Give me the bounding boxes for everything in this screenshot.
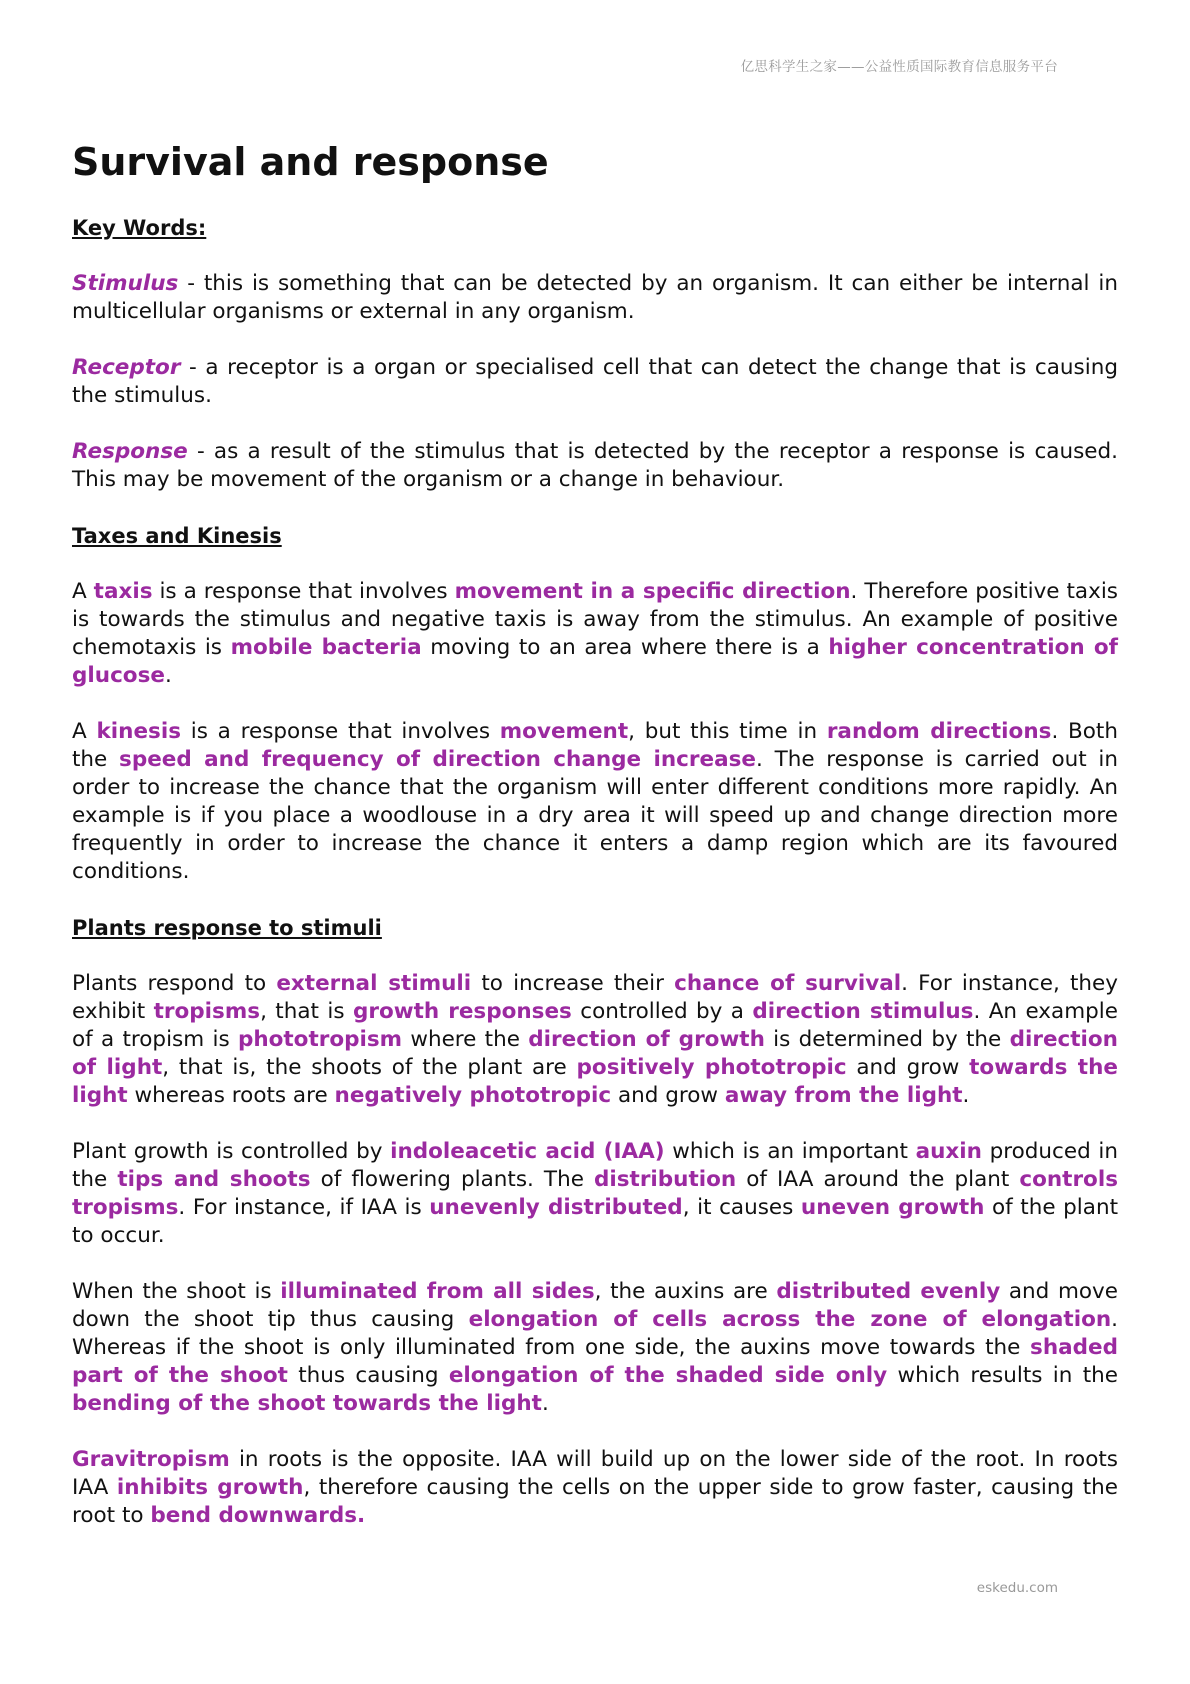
paragraph-text: Plant growth is controlled by [72,1138,391,1164]
page-title: Survival and response [72,140,549,184]
paragraph-text: . Whereas if the shoot is only illuminated from one side, the auxins move towards the [72,1306,1119,1360]
taxis-paragraph [72,578,1118,690]
paragraph-text: When the shoot is [72,1278,281,1304]
highlighted-term: illuminated from all sides [280,1278,595,1304]
paragraph-text: , but this time in [628,718,827,744]
paragraph-text: moving to an area where there is a [421,634,829,660]
paragraph-text: and grow [846,1054,970,1080]
paragraph-text: , that is, the shoots of the plant are [162,1054,577,1080]
highlighted-term: speed and frequency of direction change increase [119,746,756,772]
paragraph-text: . [164,662,172,688]
highlighted-term: mobile bacteria [230,634,422,660]
paragraph-text: , the auxins are [594,1278,777,1304]
paragraph-text: A [72,578,94,604]
highlighted-term: chance of survival [674,970,902,996]
paragraph-text: and grow [611,1082,725,1108]
highlighted-term: elongation of cells across the zone of elongation [468,1306,1112,1332]
paragraph-text: of IAA around the plant [736,1166,1020,1192]
paragraph-text: is a response that involves [152,578,455,604]
term-stimulus: Stimulus [72,270,179,296]
paragraph-text: of flowering plants. The [310,1166,594,1192]
highlighted-term: indoleacetic acid (IAA) [390,1138,665,1164]
paragraph-text: , it causes [682,1194,801,1220]
highlighted-term: elongation of the shaded side only [448,1362,888,1388]
paragraph-text: thus causing [287,1362,449,1388]
paragraph-text: . [541,1390,549,1416]
highlighted-term: phototropism [237,1026,403,1052]
shoot-illumination-paragraph [72,1278,1118,1418]
highlighted-term: direction stimulus [752,998,974,1024]
highlighted-term: external stimuli [276,970,472,996]
term-response: Response [72,438,188,464]
paragraph-text: in roots is the opposite. IAA will build up on the lower side of the root. In roots IAA [72,1446,1118,1500]
paragraph-text: and move down the shoot tip thus causing [72,1278,1118,1332]
highlighted-term: away from the light [724,1082,963,1108]
kinesis-paragraph [72,718,1118,886]
page-footer: eskedu.com [976,1580,1058,1596]
highlighted-term: towards the light [72,1054,1118,1108]
highlighted-term: uneven growth [800,1194,985,1220]
term-receptor: Receptor [72,354,181,380]
highlighted-term: tropisms [153,998,261,1024]
highlighted-term: direction of light [72,1026,1118,1080]
definition-text: - as a result of the stimulus that is detected by the receptor a response is caused. This may be movement of the organism or a change in behaviour. [72,438,1118,492]
highlighted-term: growth responses [352,998,572,1024]
paragraph-text: is determined by the [764,1026,1010,1052]
highlighted-term: movement in a specific direction [454,578,851,604]
paragraph-text: of the plant to occur. [72,1194,1118,1248]
paragraph-text: . For instance, they exhibit [72,970,1118,1024]
highlighted-term: controls tropisms [72,1166,1118,1220]
highlighted-term: Gravitropism [72,1446,230,1472]
paragraph-text: . For instance, if IAA is [178,1194,430,1220]
highlighted-term: bend downwards. [150,1502,366,1528]
highlighted-term: shaded part of the shoot [72,1334,1118,1388]
paragraph-text: which results in the [887,1362,1118,1388]
paragraph-text: . An example of a tropism is [72,998,1118,1052]
document-body [72,140,1118,1558]
tropism-paragraph [72,970,1118,1110]
highlighted-term: tips and shoots [117,1166,311,1192]
key-words-heading: Key Words: [72,215,207,240]
paragraph-text: A [72,718,97,744]
paragraph-text: where the [402,1026,529,1052]
definition-response [72,438,1118,494]
taxes-heading: Taxes and Kinesis [72,523,282,548]
paragraph-text: . Both the [72,718,1118,772]
highlighted-term: inhibits growth [116,1474,304,1500]
highlighted-term: negatively phototropic [334,1082,612,1108]
definition-receptor [72,354,1118,410]
highlighted-term: positively phototropic [576,1054,847,1080]
paragraph-text: whereas roots are [127,1082,335,1108]
plants-heading: Plants response to stimuli [72,915,382,940]
paragraph-text: . Therefore positive taxis is towards the stimulus and negative taxis is away from the stimulus. An example of positive chemotaxis is [72,578,1118,660]
highlighted-term: direction of growth [528,1026,765,1052]
paragraph-text: is a response that involves [181,718,500,744]
definition-text: - a receptor is a organ or specialised cell that can detect the change that is causing the stimulus. [72,354,1118,408]
definition-text: - this is something that can be detected by an organism. It can either be internal in multicellular organisms or external in any organism. [72,270,1118,324]
highlighted-term: auxin [915,1138,982,1164]
paragraph-text: controlled by a [571,998,753,1024]
definition-stimulus [72,270,1118,326]
highlighted-term: distributed evenly [776,1278,1001,1304]
highlighted-term: taxis [93,578,153,604]
gravitropism-paragraph [72,1446,1118,1530]
paragraph-text: . [962,1082,970,1108]
paragraph-text: produced in the [72,1138,1118,1192]
page-header: 亿思科学生之家——公益性质国际教育信息服务平台 [740,59,1058,75]
highlighted-term: higher concentration of glucose [72,634,1119,688]
highlighted-term: distribution [593,1166,737,1192]
paragraph-text: which is an important [664,1138,916,1164]
paragraph-text: to increase their [471,970,675,996]
highlighted-term: movement [499,718,629,744]
paragraph-text: . The response is carried out in order to increase the chance that the organism will enter different conditions more rapidly. An example is if you place a woodlouse in a dry area it will speed up and change direction more frequently in order to increase the chance it enters a damp region which are its favoured conditions. [72,746,1118,884]
highlighted-term: kinesis [96,718,181,744]
paragraph-text: , that is [260,998,353,1024]
highlighted-term: bending of the shoot towards the light [72,1390,542,1416]
highlighted-term: unevenly distributed [429,1194,683,1220]
highlighted-term: random directions [826,718,1052,744]
paragraph-text: , therefore causing the cells on the upper side to grow faster, causing the root to [72,1474,1118,1528]
iaa-paragraph [72,1138,1118,1250]
paragraph-text: Plants respond to [72,970,277,996]
